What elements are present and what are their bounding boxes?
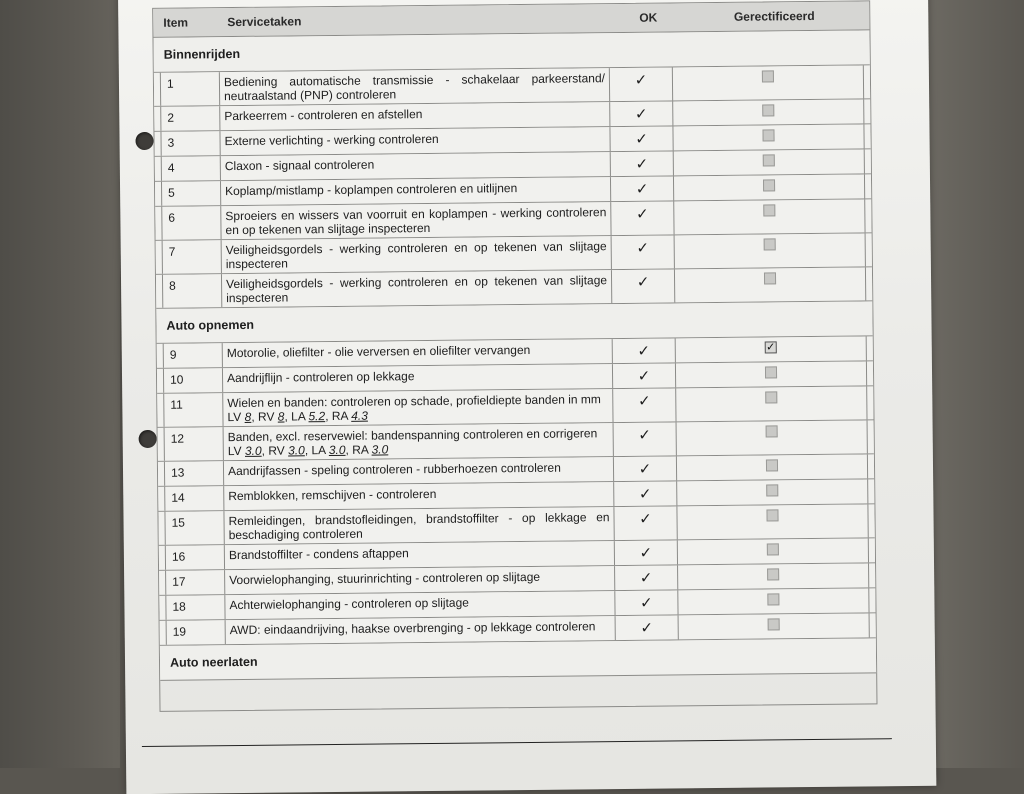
ok-checkmark: ✓ [614, 422, 677, 456]
gerectificeerd-checkbox[interactable] [763, 154, 775, 166]
item-number: 6 [161, 206, 221, 240]
header-ok: OK [639, 10, 658, 25]
gerectificeerd-cell [678, 588, 869, 614]
measurement-label: LA [291, 409, 306, 424]
section-title: Auto neerlaten [160, 638, 876, 680]
ok-checkmark: ✓ [614, 506, 677, 540]
task-description [226, 616, 616, 644]
item-number: 17 [165, 570, 225, 595]
gerectificeerd-checkbox[interactable] [763, 204, 775, 216]
measurement-label: RA [331, 408, 348, 424]
task-text: Aandrijfassen - speling controleren - rubberhoezen controleren [227, 460, 561, 479]
header-item: Item [163, 15, 189, 30]
item-number: 3 [160, 131, 220, 156]
task-text: Achterwielophanging - controleren op slijtage [229, 595, 469, 613]
ok-checkmark: ✓ [610, 126, 673, 151]
measurement-label: LA [311, 443, 326, 458]
ok-checkmark: ✓ [614, 481, 677, 506]
task-description [224, 507, 614, 544]
task-text: Voorwielophanging, stuurinrichting - controleren op slijtage [229, 569, 541, 588]
task-description [222, 236, 612, 273]
gerectificeerd-checkbox[interactable] [766, 425, 778, 437]
task-description [220, 68, 610, 105]
task-text: Claxon - signaal controleren [224, 157, 375, 174]
service-task-table [152, 0, 877, 711]
gerectificeerd-cell [674, 174, 865, 200]
task-text: Koplamp/mistlamp - koplampen controleren en uitlijnen [225, 181, 518, 199]
gerectificeerd-checkbox[interactable]: ✓ [766, 341, 776, 354]
task-description [224, 423, 614, 460]
task-text: Banden, excl. reservewiel: bandenspanning controleren en corrigeren [227, 426, 598, 445]
gerectificeerd-cell [673, 124, 864, 150]
punch-hole-top [135, 132, 153, 150]
task-text: Remleidingen, brandstofleidingen, brandstoffilter - op lekkage en beschadiging controleren [228, 510, 610, 543]
table-body [153, 30, 876, 710]
gerectificeerd-checkbox[interactable] [762, 104, 774, 116]
measurement-label: LV [227, 443, 242, 459]
gerectificeerd-cell [676, 386, 867, 421]
gerectificeerd-cell [678, 538, 869, 564]
measurement-value: 8 [244, 409, 252, 424]
ok-checkmark: ✓ [615, 565, 678, 590]
gerectificeerd-cell [676, 361, 867, 387]
task-description [224, 457, 614, 485]
header-gerectificeerd: Gerectificeerd [733, 8, 815, 24]
measurement-value: 8 [277, 409, 285, 424]
gerectificeerd-cell [679, 613, 870, 639]
measurement-label: RA [352, 442, 369, 457]
gerectificeerd-cell [678, 563, 869, 589]
gerectificeerd-checkbox[interactable] [767, 543, 779, 555]
section-title: Binnenrijden [153, 30, 869, 72]
punch-hole-bottom [139, 430, 157, 448]
task-text: Remblokken, remschijven - controleren [228, 486, 437, 504]
table-tail-space [160, 673, 876, 710]
task-description [222, 270, 612, 307]
measurement-label: RV [257, 409, 275, 424]
task-text: Wielen en banden: controleren op schade, profieldiepte banden in mm [227, 392, 601, 411]
item-number: 18 [165, 595, 225, 620]
table-surface-right [924, 0, 1024, 768]
gerectificeerd-checkbox[interactable] [768, 618, 780, 630]
measurement-label: RV [268, 443, 285, 458]
ok-checkmark: ✓ [610, 67, 673, 101]
gerectificeerd-checkbox[interactable] [762, 129, 774, 141]
task-description [220, 127, 610, 155]
task-text: Externe verlichting - werking controleren [224, 131, 439, 149]
task-description [221, 177, 611, 205]
gerectificeerd-cell [673, 65, 864, 100]
table-surface-left [0, 0, 120, 768]
measurement-line: LV 3.0, RV 3.0, LA 3.0, RA 3.0 [227, 442, 389, 459]
task-text: Aandrijflijn - controleren op lekkage [226, 369, 415, 386]
gerectificeerd-checkbox[interactable] [766, 459, 778, 471]
item-number: 8 [162, 274, 222, 308]
item-number: 4 [161, 156, 221, 181]
item-number: 13 [164, 461, 224, 486]
ok-checkmark: ✓ [616, 615, 679, 640]
item-number: 16 [165, 545, 225, 570]
ok-checkmark: ✓ [610, 101, 673, 126]
measurement-label: LV [227, 409, 242, 425]
item-number: 10 [163, 368, 223, 393]
task-text: Sproeiers en wissers van voorruit en koplampen - werking controleren en op tekenen van slijtage inspecteren [225, 205, 607, 238]
ok-checkmark: ✓ [613, 388, 676, 422]
gerectificeerd-checkbox[interactable] [766, 509, 778, 521]
gerectificeerd-cell [673, 99, 864, 125]
gerectificeerd-checkbox[interactable] [767, 593, 779, 605]
ok-checkmark: ✓ [612, 235, 675, 269]
header-servicetaken: Servicetaken [227, 14, 302, 30]
measurement-value: 3.0 [244, 443, 262, 458]
task-description [221, 152, 611, 180]
ok-checkmark: ✓ [613, 363, 676, 388]
task-text: Veiligheidsgordels - werking controleren en op tekenen van slijtage inspecteren [225, 273, 608, 306]
item-number: 2 [160, 106, 220, 131]
gerectificeerd-checkbox[interactable] [762, 70, 774, 82]
gerectificeerd-checkbox[interactable] [765, 391, 777, 403]
task-text: Veiligheidsgordels - werking controleren en op tekenen van slijtage inspecteren [225, 239, 607, 272]
task-text: Brandstoffilter - condens aftappen [228, 546, 409, 563]
measurement-value: 3.0 [288, 443, 305, 458]
gerectificeerd-checkbox[interactable] [765, 366, 777, 378]
measurement-value: 4.3 [351, 408, 368, 423]
ok-checkmark: ✓ [611, 176, 674, 201]
task-text: Motorolie, oliefilter - olie verversen en oliefilter vervangen [226, 342, 531, 361]
gerectificeerd-cell [677, 454, 868, 480]
service-checklist-sheet [118, 0, 936, 794]
measurement-value: 3.0 [328, 442, 346, 458]
measurement-value: 5.2 [308, 409, 326, 424]
item-number: 14 [164, 486, 224, 511]
ok-checkmark: ✓ [613, 338, 676, 363]
item-number: 5 [161, 181, 221, 206]
task-text: AWD: eindaandrijving, haakse overbrenging - op lekkage controleren [229, 619, 596, 638]
gerectificeerd-cell [675, 233, 866, 268]
task-text: Bediening automatische transmissie - schakelaar parkeerstand/ neutraalstand (PNP) controleren [223, 71, 606, 104]
gerectificeerd-checkbox[interactable] [763, 179, 775, 191]
task-description [225, 566, 615, 594]
measurement-value: 3.0 [371, 442, 389, 457]
ok-checkmark: ✓ [615, 540, 678, 565]
item-number: 1 [160, 72, 220, 106]
task-description [221, 202, 611, 239]
gerectificeerd-cell [677, 420, 868, 455]
task-description [224, 482, 614, 510]
gerectificeerd-cell [676, 336, 867, 362]
task-description [220, 102, 610, 130]
task-description [223, 389, 613, 426]
item-number: 11 [163, 393, 223, 427]
ok-checkmark: ✓ [611, 201, 674, 235]
ok-checkmark: ✓ [611, 151, 674, 176]
gerectificeerd-cell [677, 479, 868, 505]
task-description [225, 541, 615, 569]
gerectificeerd-cell [677, 504, 868, 539]
item-number: 12 [164, 427, 224, 461]
measurement-line: LV 8, RV 8, LA 5.2, RA 4.3 [227, 408, 368, 425]
item-number: 7 [162, 240, 222, 274]
ok-checkmark: ✓ [614, 456, 677, 481]
task-text: Parkeerrem - controleren en afstellen [224, 107, 423, 124]
task-description [225, 591, 615, 619]
gerectificeerd-checkbox[interactable] [764, 238, 776, 250]
ok-checkmark: ✓ [612, 269, 675, 303]
signature-line [142, 738, 892, 747]
ok-checkmark: ✓ [615, 590, 678, 615]
gerectificeerd-cell [675, 267, 866, 302]
gerectificeerd-cell [674, 149, 865, 175]
item-number: 15 [164, 511, 224, 545]
gerectificeerd-checkbox[interactable] [767, 568, 779, 580]
gerectificeerd-checkbox[interactable] [764, 272, 776, 284]
item-number: 19 [166, 620, 226, 645]
gerectificeerd-cell [674, 199, 865, 234]
item-number: 9 [163, 343, 223, 368]
gerectificeerd-checkbox[interactable] [766, 484, 778, 496]
task-description [223, 364, 613, 392]
task-description [223, 339, 613, 367]
section-title: Auto opnemen [156, 301, 872, 343]
